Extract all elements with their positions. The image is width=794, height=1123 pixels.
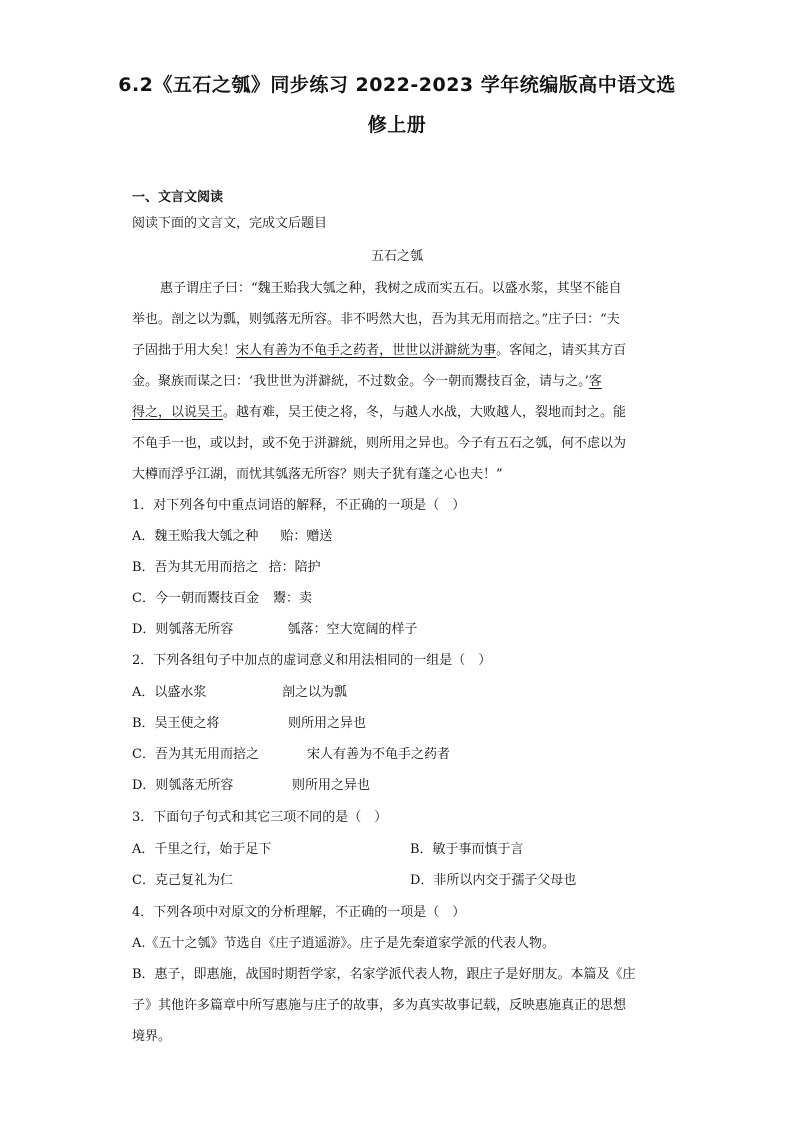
question-3-option-c: C．克己复礼为仁 [132,873,233,888]
question-4-option-a: A.《五十之瓠》节选自《庄子逍遥游》。庄子是先秦道家学派的代表人物。 [132,936,556,951]
question-3-option-a: A．千里之行，始于足下 [132,842,272,857]
question-2-option-a-right: 剖之以为瓢 [282,685,348,700]
document-title-line-1: 6.2《五石之瓠》同步练习 2022-2023 学年统编版高中语文选 [118,74,676,96]
passage-line-2: 举也。剖之以为瓢，则瓠落无所容。非不呺然大也，吾为其无用而掊之。”庄子曰：“夫 [132,312,620,327]
underlined-sentence: 不龟手之药者 [301,343,380,358]
underlined-key-word: 为 [288,343,302,358]
reading-instruction: 阅读下面的文言文，完成文后题目 [132,216,328,231]
document-title-line-2: 修上册 [367,114,427,136]
underlined-sentence: 世世以洴澼絖为事 [392,343,497,358]
option-gloss: 瓠落：空大宽阔的样子 [287,622,418,637]
underlined-sentence: 宋人有善 [236,343,289,358]
option-gloss: 掊：陪护 [268,560,321,575]
passage-text: 。客闻之，请买其方百 [496,343,627,358]
option-gloss: 贻：赠送 [280,529,333,544]
question-2-option-b-right: 则所用之异也 [288,716,367,731]
question-1-option-d [132,618,417,637]
question-2-option-d: D．则瓠落无所容 [132,778,234,793]
question-4-option-b-line-1: B．惠子，即惠施，战国时期哲学家，名家学派代表人物，跟庄子是好朋友。本篇及《庄 [132,967,636,982]
question-2-option-b: B．吴王使之将 [132,716,220,731]
section-heading: 一、文言文阅读 [132,190,224,205]
question-4-stem: 4．下列各项中对原文的分析理解，不正确的一项是（ ） [132,905,466,920]
passage-line-5 [132,401,626,420]
option-text: B．吾为其无用而掊之 [132,560,259,575]
question-2-option-d-right: 则所用之异也 [292,778,371,793]
option-text: A．魏王贻我大瓠之种 [132,529,259,544]
option-text: D．则瓠落无所容 [132,622,234,637]
question-2-option-c: C．吾为其无用而掊之 [132,747,259,762]
question-4-option-b-line-2: 子》其他许多篇章中所写惠施与庄子的故事，多为真实故事记载，反映惠施真正的思想 [132,998,627,1013]
underlined-punctuation: ， [379,343,393,358]
passage-line-6: 不龟手一也，或以封，或不免于洴澼絖，则所用之异也。今子有五石之瓠，何不虑以为 [132,436,627,451]
question-2-stem: 2．下列各组句子中加点的虚词意义和用法相同的一组是（ ） [132,653,492,668]
underlined-sentence: 客 [588,374,602,389]
option-gloss: 鬻：卖 [272,591,312,606]
question-1-stem: 1．对下列各句中重点词语的解释，不正确的一项是（ ） [132,498,466,513]
passage-title: 五石之瓠 [370,249,423,264]
passage-text: 。越有难，吴王使之将，冬，与越人水战，大败越人，裂地而封之。能 [223,405,627,420]
passage-text: 金。聚族而谋之曰：‘我世世为洴澼絖，不过数金。今一朝而鬻技百金，请与之。’ [132,374,589,389]
passage-text: 子固拙于用大矣！ [132,343,237,358]
question-4-option-b-line-3: 境界。 [132,1029,172,1044]
option-text: C．今一朝而鬻技百金 [132,591,259,606]
underlined-sentence: 得之，以说吴王 [132,405,224,420]
question-1-option-c [132,587,312,606]
question-3-stem: 3．下面句子句式和其它三项不同的是（ ） [132,810,388,825]
question-3-option-b: B．敏于事而慎于言 [410,842,524,857]
question-1-option-a [132,525,332,544]
passage-line-4 [132,370,602,389]
passage-line-7: 大樽而浮乎江湖，而忧其瓠落无所容？则夫子犹有蓬之心也夫！” [132,467,503,482]
question-2-option-a: A．以盛水浆 [132,685,207,700]
question-3-option-d: D．非所以内交于孺子父母也 [410,873,577,888]
question-2-option-c-right: 宋人有善为不龟手之药者 [307,747,451,762]
passage-line-3 [132,339,626,358]
question-1-option-b [132,556,321,575]
passage-line-1: 惠子谓庄子曰：“魏王贻我大瓠之种，我树之成而实五石。以盛水浆，其坚不能自 [160,281,622,296]
